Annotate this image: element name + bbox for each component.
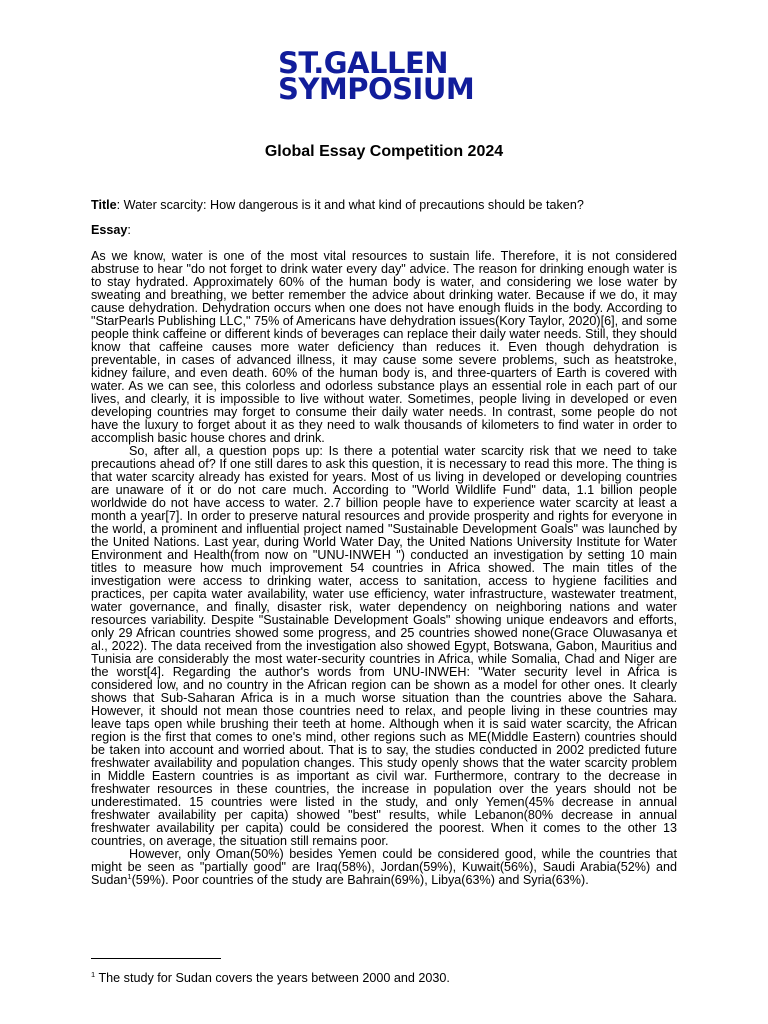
footnote-text: The study for Sudan covers the years between 2000 and 2030. <box>95 971 450 985</box>
essay-label-text: Essay <box>91 223 128 237</box>
paragraph-text-tail: (59%). Poor countries of the study are Bahrain(69%), Libya(63%) and Syria(63%). <box>131 873 589 887</box>
logo-line-1: ST.GALLEN <box>278 46 449 80</box>
st-gallen-symposium-logo <box>278 46 493 106</box>
paragraph-text: However, only Oman(50%) besides Yemen could be considered good, while the countries that might be seen as "partially good" are Iraq(58%), Jordan(59%), Kuwait(56%), Saudi Arabia(52%) and Sudan <box>91 847 677 887</box>
essay-paragraph: So, after all, a question pops up: Is there a potential water scarcity risk that we need to take precautions ahead of? If one still dares to ask this question, it is necessary to read this more. The thing is that water scarcity already has existed for years. Most of us living in developed or developing countries are unaware of it or do not care much. According to "World Wildlife Fund" data, 1.1 billion people worldwide do not have access to water. 2.7 billion people have to experience water scarcity at least a month a year[7]. In order to preserve natural resources and provide prosperity and rights for everyone in the world, a prominent and influential project named "Sustainable Development Goals" was launched by the United Nations. Last year, during World Water Day, the United Nations University Institute for Water Environment and Health(from now on "UNU-INWEH ") conducted an investigation by setting 10 main titles to measure how much improvement 54 countries in Africa showed. The main titles of the investigation were access to drinking water, access to sanitation, access to hygiene facilities and practices, per capita water availability, water use efficiency, water infrastructure, wastewater treatment, water governance, and finally, disaster risk, water dependency on neighboring nations and water resources variability. Despite "Sustainable Development Goals" showing unique endeavors and efforts, only 29 African countries showed some progress, and 25 countries showed none(Grace Oluwasanya et al., 2022). The data received from the investigation also showed Egypt, Botswana, Gabon, Mauritius and Tunisia are considerably the most water-security countries in Africa, while Somalia, Chad and Niger are the worst[4]. Regarding the author's words from UNU-INWEH: "Water security level in Africa is considered low, and no country in the African region can be shown as a model for other ones. It clearly shows that Sub-Saharan Africa is in a much worse situation than the countries above the Sahara. However, it should not mean those countries need to relax, and people living in these countries may leave taps open while brushing their teeth at home. Although when it is said water scarcity, the African region is the first that comes to one's mind, other regions such as ME(Middle Eastern) countries should be taken into account and worried about. That is to say, the studies conducted in 2002 predicted future freshwater availability and population changes. This study openly shows that the water scarcity problem in Middle Eastern countries is as important as civil war. Furthermore, contrary to the decrease in freshwater resources in these countries, the increase in population over the years should not be underestimated. 15 countries were listed in the study, and only Yemen(45% decrease in annual freshwater availability per capita) showed "best" results, while Lebanon(80% decrease in annual freshwater availability per capita) could be considered the poorest. When it comes to the other 13 countries, on average, the situation still remains poor. <box>91 444 677 848</box>
essay-paragraph <box>91 848 677 887</box>
essay-label <box>91 224 677 237</box>
footnote-divider <box>91 958 221 959</box>
essay-body <box>91 250 677 887</box>
essay-label-colon: : <box>127 223 131 237</box>
footnote-mark: 1 <box>91 969 96 979</box>
footnote-reference: 1 <box>127 871 132 881</box>
title-text: : Water scarcity: How dangerous is it and what kind of precautions should be taken? <box>116 198 584 212</box>
essay-paragraph: As we know, water is one of the most vital resources to sustain life. Therefore, it is not considered abstruse to hear "do not forget to drink water every day" advice. The reason for drinking enough water is to stay hydrated. Approximately 60% of the human body is water, and considering we lose water by sweating and breathing, we better remember the advice about drinking water. Because if we do, it may cause dehydration. Dehydration occurs when one does not have enough fluids in the body. According to "StarPearls Publishing LLC," 75% of Americans have dehydration issues(Kory Taylor, 2020)[6], and some people think caffeine or different kinds of beverages can replace their daily water needs. Still, they should know that caffeine causes more water deficiency than reduces it. Even though dehydration is preventable, in cases of advanced illness, it may cause some severe problems, such as heatstroke, kidney failure, and even death. 60% of the human body is, and three-quarters of Earth is covered with water. As we can see, this colorless and odorless substance plays an essential role in each part of our lives, and clearly, it is impossible to live without water. Sometimes, people living in developed or even developing countries may forget to consume their daily water needs. In contrast, some people do not have the luxury to forget about it as they need to walk thousands of kilometers to find water in order to accomplish basic house chores and drink. <box>91 249 677 445</box>
logo-line-2: SYMPOSIUM <box>278 72 475 106</box>
page-title: Global Essay Competition 2024 <box>264 143 504 160</box>
title-label: Title <box>91 198 117 212</box>
essay-title <box>91 199 677 212</box>
footnote <box>91 969 677 985</box>
